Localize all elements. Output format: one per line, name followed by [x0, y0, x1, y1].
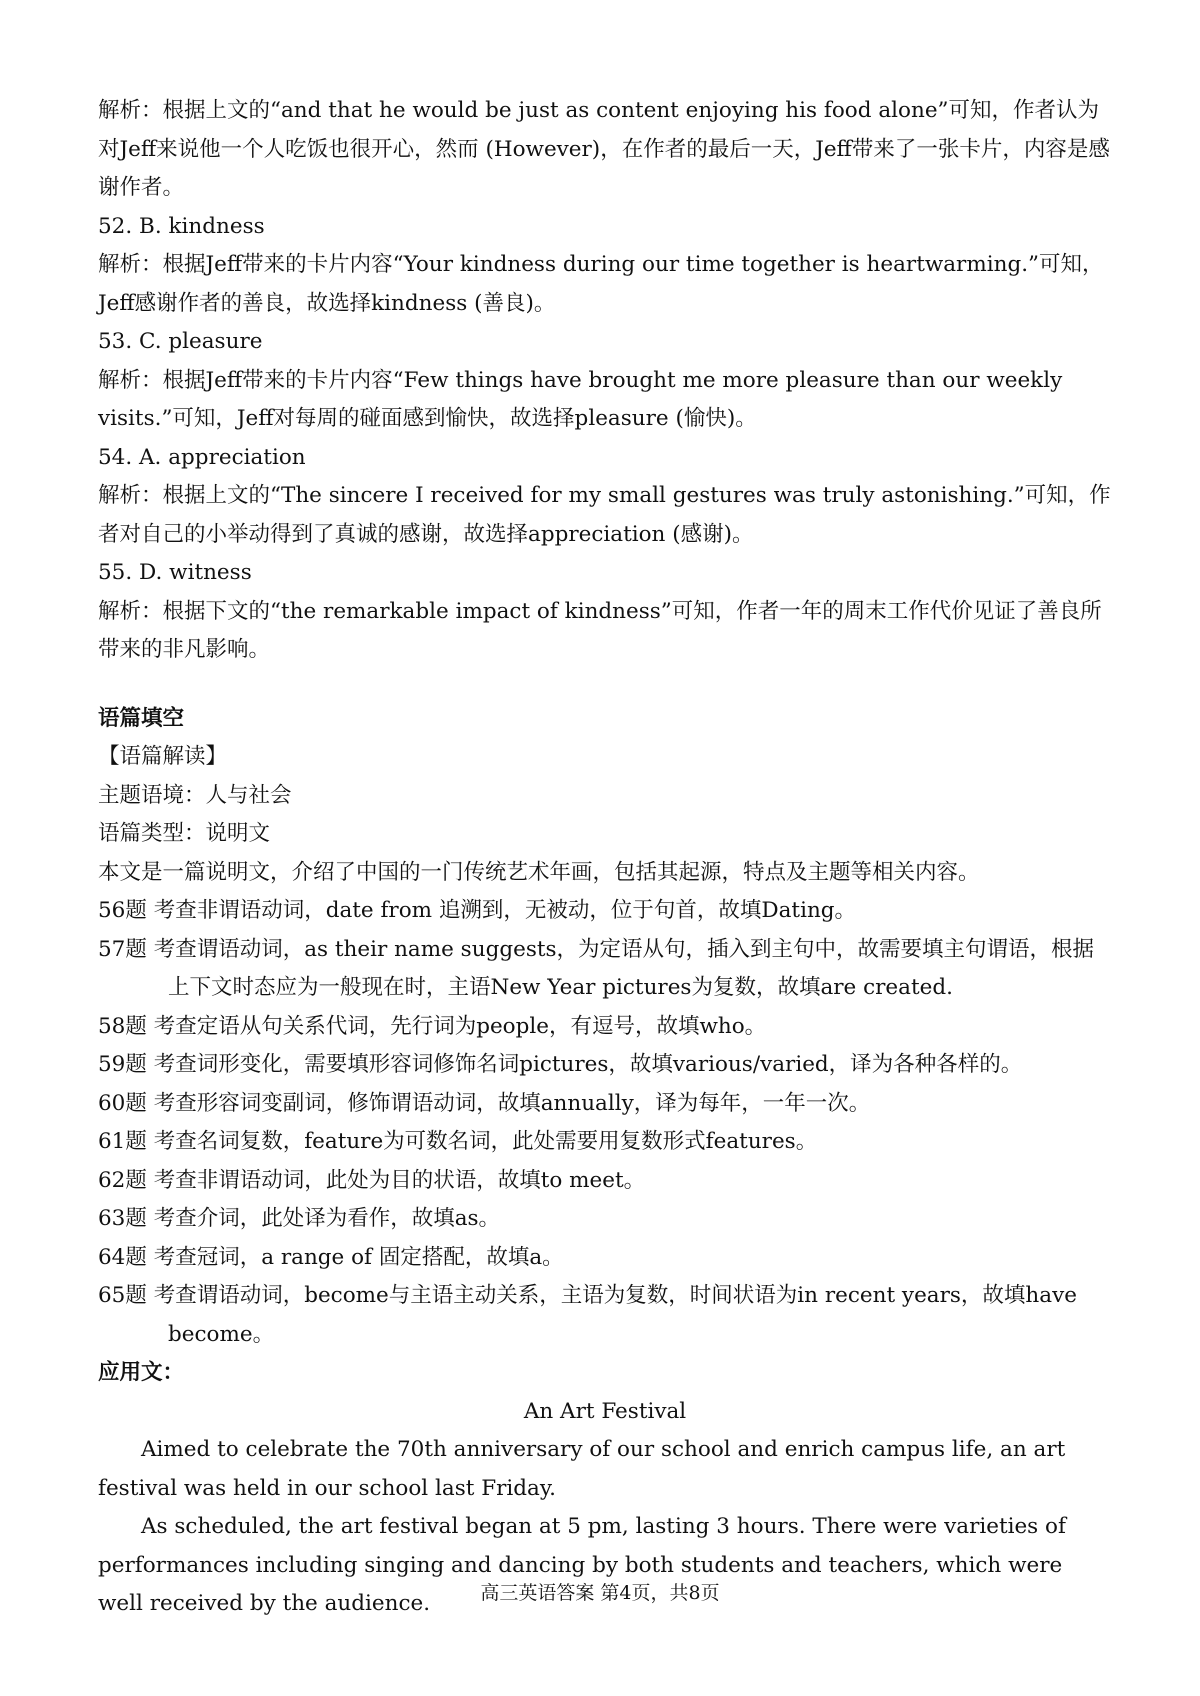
essay-paragraph-2: As scheduled, the art festival began at 5 pm, lasting 3 hours. There were varieties of performances including singing and dancing by both students and teachers, which were well received by the audience.	[98, 1514, 1066, 1616]
page-content	[98, 92, 1112, 1624]
reading-label: 【语篇解读】	[98, 744, 228, 769]
answer-52-explanation: 解析：根据Jeff带来的卡片内容“Your kindness during our time together is heartwarming.”可知，Jeff感谢作者的善良，故选择kindness (善良)。	[98, 252, 1104, 316]
writing-section-heading: 应用文：	[98, 1360, 185, 1385]
answer-52-option: 52. B. kindness	[98, 213, 265, 239]
essay-paragraph-1: Aimed to celebrate the 70th anniversary of our school and enrich campus life, an art festival was held in our school last Friday.	[98, 1437, 1066, 1501]
section-spacer	[98, 670, 1112, 700]
cloze-item-62: 62题 考查非谓语动词，此处为目的状语，故填to meet。	[98, 1167, 646, 1193]
passage-type: 语篇类型：说明文	[98, 821, 271, 846]
cloze-item-58: 58题 考查定语从句关系代词，先行词为people，有逗号，故填who。	[98, 1013, 767, 1039]
answer-53-option: 53. C. pleasure	[98, 329, 263, 354]
cloze-section-heading: 语篇填空	[98, 705, 185, 731]
essay-title: An Art Festival	[523, 1398, 687, 1424]
cloze-item-61: 61题 考查名词复数，feature为可数名词，此处需要用复数形式features。	[98, 1129, 818, 1154]
cloze-item-60: 60题 考查形容词变副词，修饰谓语动词，故填annually，译为每年，一年一次。	[98, 1090, 871, 1116]
answer-51-explanation: 解析：根据上文的“and that he would be just as content enjoying his food alone”可知，作者认为对Jeff来说他一个人吃饭也很开心，然而 (However)，在作者的最后一天，Jeff带来了一张卡片，内容是感谢作者。	[98, 98, 1110, 200]
answer-53-explanation: 解析：根据Jeff带来的卡片内容“Few things have brought me more pleasure than our weekly visits.”可知，Jeff对每周的碰面感到愉快，故选择pleasure (愉快)。	[98, 367, 1063, 431]
cloze-item-63: 63题 考查介词，此处译为看作，故填as。	[98, 1206, 501, 1231]
answer-54-explanation: 解析：根据上文的“The sincere I received for my small gestures was truly astonishing.”可知，作者对自己的小举动得到了真诚的感谢，故选择appreciation (感谢)。	[98, 483, 1111, 547]
cloze-item-57: 57题 考查谓语动词，as their name suggests，为定语从句，插入到主句中，故需要填主句谓语，根据上下文时态应为一般现在时，主语New Year pictures为复数，故填are created.	[98, 936, 1095, 1000]
cloze-item-65: 65题 考查谓语动词，become与主语主动关系，主语为复数，时间状语为in recent years，故填have become。	[98, 1283, 1077, 1347]
answer-55-explanation: 解析：根据下文的“the remarkable impact of kindness”可知，作者一年的周末工作代价见证了善良所带来的非凡影响。	[98, 598, 1102, 662]
cloze-item-59: 59题 考查词形变化，需要填形容词修饰名词pictures，故填various/varied，译为各种各样的。	[98, 1052, 1023, 1077]
passage-summary: 本文是一篇说明文，介绍了中国的一门传统艺术年画，包括其起源，特点及主题等相关内容。	[98, 859, 980, 885]
theme-context: 主题语境：人与社会	[98, 782, 292, 808]
cloze-item-56: 56题 考查非谓语动词，date from 追溯到，无被动，位于句首，故填Dating。	[98, 898, 857, 923]
answer-54-option: 54. A. appreciation	[98, 444, 306, 470]
cloze-item-64: 64题 考查冠词，a range of 固定搭配，故填a。	[98, 1244, 564, 1270]
answer-55-option: 55. D. witness	[98, 560, 252, 585]
page-footer: 高三英语答案 第4页，共8页	[480, 1582, 720, 1604]
